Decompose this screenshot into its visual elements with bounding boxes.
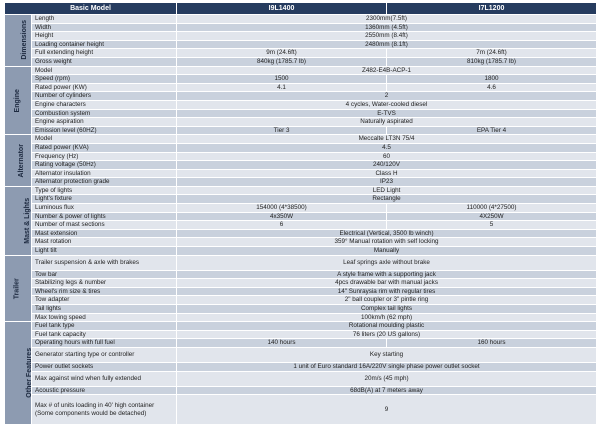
row-label: Fuel tank capacity	[32, 330, 177, 339]
spec-row	[5, 57, 597, 66]
row-value-shared: Key starting	[177, 347, 597, 362]
row-value-shared: 2" ball coupler or 3" pintle ring	[177, 296, 597, 305]
spec-row	[5, 362, 597, 371]
spec-row	[5, 100, 597, 109]
row-label: Alternator insulation	[32, 169, 177, 178]
group-cell	[5, 255, 32, 322]
row-label: Height	[32, 32, 177, 41]
row-value-shared: IP23	[177, 178, 597, 187]
row-value-shared: E-TVS	[177, 109, 597, 118]
row-value-shared: Rotational moulding plastic	[177, 322, 597, 331]
spec-row	[5, 204, 597, 213]
row-label: Trailer suspension & axle with brakes	[32, 255, 177, 270]
row-label: Frequency (Hz)	[32, 152, 177, 161]
row-value-shared: 68dB(A) at 7 meters away	[177, 386, 597, 395]
group-label: Other Features	[26, 348, 34, 399]
row-value-model-a: 6	[177, 221, 387, 230]
group-cell	[5, 15, 32, 67]
row-label: Max # of units loading in 40' high container (Some components would be detached)	[32, 395, 177, 425]
row-label: Number & power of lights	[32, 212, 177, 221]
spec-row	[5, 330, 597, 339]
row-label: Type of lights	[32, 186, 177, 195]
row-value-shared: 240/120V	[177, 161, 597, 170]
row-label: Wheel's rim size & tires	[32, 287, 177, 296]
row-label: Max towing speed	[32, 313, 177, 322]
row-value-model-a: 1500	[177, 75, 387, 84]
row-label: Combustion system	[32, 109, 177, 118]
group-label: Alternator	[17, 143, 25, 178]
row-label: Mast extension	[32, 229, 177, 238]
row-value-shared: Manually	[177, 247, 597, 256]
row-label: Stabilizing legs & number	[32, 279, 177, 288]
row-value-shared: Z482-E4B-ACP-1	[177, 66, 597, 75]
row-value-shared: Naturally aspirated	[177, 118, 597, 127]
spec-row	[5, 339, 597, 348]
spec-row	[5, 118, 597, 127]
row-value-model-b: 810kg (1785.7 lb)	[387, 57, 597, 66]
row-label: Tail lights	[32, 305, 177, 314]
row-value-model-b: EPA Tier 4	[387, 126, 597, 135]
group-label: Dimensions	[21, 20, 29, 61]
spec-row	[5, 212, 597, 221]
spec-body	[5, 15, 597, 425]
row-value-shared: 1360mm (4.5ft)	[177, 23, 597, 32]
row-label: Full extending height	[32, 49, 177, 58]
spec-row	[5, 229, 597, 238]
row-value-shared: 2480mm (8.1ft)	[177, 40, 597, 49]
row-value-model-a: 9m (24.6ft)	[177, 49, 387, 58]
row-label: Rated power (KW)	[32, 83, 177, 92]
row-value-shared: 20m/s (45 mph)	[177, 371, 597, 386]
row-value-shared: 76 liters (20 US gallons)	[177, 330, 597, 339]
row-label: Engine aspiration	[32, 118, 177, 127]
spec-row	[5, 49, 597, 58]
row-value-shared: 60	[177, 152, 597, 161]
row-value-shared: 2	[177, 92, 597, 101]
spec-row	[5, 169, 597, 178]
row-value-shared: Electrical (Vertical, 3500 lb winch)	[177, 229, 597, 238]
spec-row	[5, 386, 597, 395]
spec-row	[5, 75, 597, 84]
row-label: Emission level (60HZ)	[32, 126, 177, 135]
group-cell	[5, 135, 32, 187]
row-label: Number of cylinders	[32, 92, 177, 101]
row-value-shared: Leaf springs axle without brake	[177, 255, 597, 270]
row-label: Model	[32, 135, 177, 144]
row-value-model-a: 154000 (4*38500)	[177, 204, 387, 213]
spec-row	[5, 126, 597, 135]
row-label: Fuel tank type	[32, 322, 177, 331]
row-value-model-a: 140 hours	[177, 339, 387, 348]
row-label: Luminous flux	[32, 204, 177, 213]
row-label: Generator starting type or controller	[32, 347, 177, 362]
spec-row	[5, 109, 597, 118]
spec-row	[5, 40, 597, 49]
row-value-model-b: 5	[387, 221, 597, 230]
header-model-b: I7L1200	[387, 3, 597, 15]
spec-row	[5, 279, 597, 288]
row-value-shared: A style frame with a supporting jack	[177, 270, 597, 279]
spec-row	[5, 92, 597, 101]
row-label: Model	[32, 66, 177, 75]
spec-row	[5, 287, 597, 296]
row-value-shared: 2550mm (8.4ft)	[177, 32, 597, 41]
spec-row	[5, 270, 597, 279]
spec-row	[5, 83, 597, 92]
row-value-model-a: 4.1	[177, 83, 387, 92]
spec-row	[5, 347, 597, 362]
group-cell	[5, 186, 32, 255]
row-label: Length	[32, 15, 177, 24]
row-value-shared: Complex tail lights	[177, 305, 597, 314]
spec-row	[5, 221, 597, 230]
row-label: Operating hours with full fuel	[32, 339, 177, 348]
row-value-shared: 4 cycles, Water-cooled diesel	[177, 100, 597, 109]
spec-row	[5, 322, 597, 331]
row-value-model-b: 110000 (4*27500)	[387, 204, 597, 213]
spec-row	[5, 371, 597, 386]
spec-row	[5, 247, 597, 256]
group-cell	[5, 322, 32, 425]
spec-row	[5, 161, 597, 170]
spec-row	[5, 255, 597, 270]
row-value-shared: 2300mm(7.5ft)	[177, 15, 597, 24]
row-label: Alternator protection grade	[32, 178, 177, 187]
spec-row	[5, 32, 597, 41]
row-label: Speed (rpm)	[32, 75, 177, 84]
spec-row	[5, 296, 597, 305]
row-label: Loading container height	[32, 40, 177, 49]
header-model-a: I9L1400	[177, 3, 387, 15]
table-header-row	[5, 3, 597, 15]
row-label: Power outlet sockets	[32, 362, 177, 371]
row-value-model-b: 7m (24.6ft)	[387, 49, 597, 58]
spec-row	[5, 195, 597, 204]
spec-row	[5, 143, 597, 152]
row-label: Light tilt	[32, 247, 177, 256]
spec-row	[5, 23, 597, 32]
row-value-model-b: 4X250W	[387, 212, 597, 221]
row-value-model-b: 1800	[387, 75, 597, 84]
row-label: Mast rotation	[32, 238, 177, 247]
row-label: Max against wind when fully extended	[32, 371, 177, 386]
row-value-shared: 4pcs drawable bar with manual jacks	[177, 279, 597, 288]
row-value-model-a: 4x350W	[177, 212, 387, 221]
row-value-shared: Class H	[177, 169, 597, 178]
row-value-shared: 14" Sunraysia rim with regular tires	[177, 287, 597, 296]
group-label: Trailer	[14, 277, 22, 299]
row-value-shared: 359° Manual rotation with self locking	[177, 238, 597, 247]
spec-row	[5, 178, 597, 187]
spec-row	[5, 238, 597, 247]
row-value-model-b: 4.6	[387, 83, 597, 92]
row-label: Width	[32, 23, 177, 32]
spec-row	[5, 66, 597, 75]
group-label: Mast & Lights	[24, 197, 32, 244]
spec-row	[5, 305, 597, 314]
row-value-model-b: 160 hours	[387, 339, 597, 348]
row-label: Rating voltage (50Hz)	[32, 161, 177, 170]
row-value-shared: Meccalte LT3N 75/4	[177, 135, 597, 144]
spec-row	[5, 186, 597, 195]
spec-row	[5, 313, 597, 322]
row-value-shared: 100km/h (62 mph)	[177, 313, 597, 322]
row-label: Number of mast sections	[32, 221, 177, 230]
row-value-model-a: Tier 3	[177, 126, 387, 135]
row-label: Engine characters	[32, 100, 177, 109]
spec-row	[5, 135, 597, 144]
row-value-shared: 9	[177, 395, 597, 425]
row-value-shared: Rectangle	[177, 195, 597, 204]
spec-table	[4, 2, 597, 425]
spec-row	[5, 152, 597, 161]
row-value-model-a: 840kg (1785.7 lb)	[177, 57, 387, 66]
row-label: Gross weight	[32, 57, 177, 66]
row-label: Light's fixture	[32, 195, 177, 204]
spec-row	[5, 15, 597, 24]
row-value-shared: 1 unit of Euro standard 16A/220V single phase power outlet socket	[177, 362, 597, 371]
spec-row	[5, 395, 597, 425]
group-label: Engine	[14, 88, 22, 113]
row-label: Tow bar	[32, 270, 177, 279]
row-value-shared: 4.5	[177, 143, 597, 152]
header-model-label: Basic Model	[5, 3, 177, 15]
row-label: Tow adapter	[32, 296, 177, 305]
group-cell	[5, 66, 32, 135]
row-value-shared: LED Light	[177, 186, 597, 195]
row-label: Rated power (KVA)	[32, 143, 177, 152]
row-label: Acoustic pressure	[32, 386, 177, 395]
